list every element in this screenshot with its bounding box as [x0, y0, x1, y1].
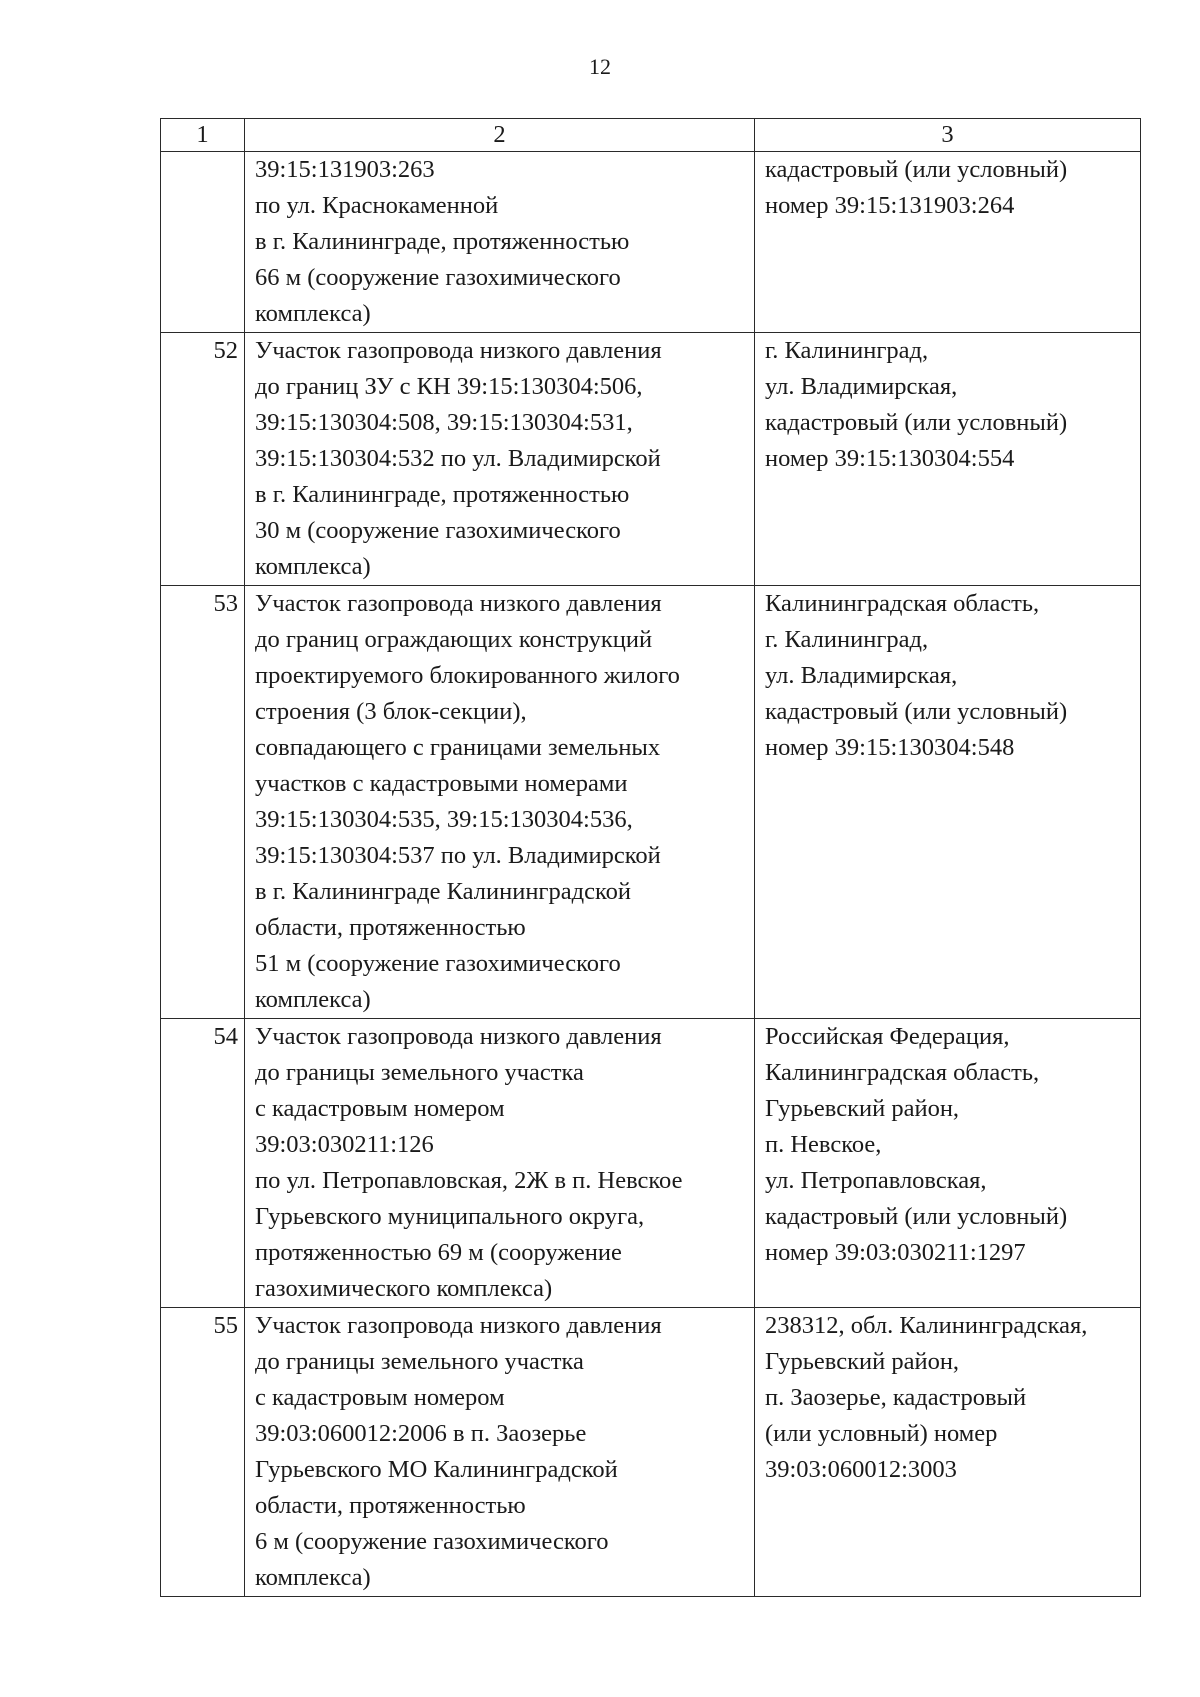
address-line: п. Заозерье, кадастровый [765, 1384, 1027, 1411]
object-description-line: комплекса) [255, 553, 371, 580]
address-line: Калининградская область, [765, 590, 1040, 617]
table-body [161, 152, 1141, 1597]
page-number: 12 [589, 54, 611, 79]
address-line: кадастровый (или условный) [765, 409, 1068, 436]
object-description-line: комплекса) [255, 1564, 371, 1591]
address-cell [755, 333, 1141, 586]
object-description-line: 39:03:030211:126 [255, 1131, 434, 1158]
object-description-line: Гурьевского МО Калининградской [255, 1456, 618, 1483]
table-row [161, 152, 1141, 333]
object-description-line: комплекса) [255, 300, 371, 327]
object-description-line: 39:15:130304:508, 39:15:130304:531, [255, 409, 633, 436]
address-line: Гурьевский район, [765, 1095, 960, 1122]
row-number: 52 [161, 333, 245, 586]
address-line: 39:03:060012:3003 [765, 1456, 957, 1483]
object-description-line: протяженностью 69 м (сооружение [255, 1239, 622, 1266]
address-line: 238312, обл. Калининградская, [765, 1312, 1088, 1339]
object-description-line: с кадастровым номером [255, 1384, 505, 1411]
object-description-line: Участок газопровода низкого давления [255, 1312, 662, 1339]
column-header-description: 2 [245, 119, 755, 152]
object-description-line: Участок газопровода низкого давления [255, 590, 662, 617]
address-line: номер 39:15:130304:548 [765, 734, 1015, 761]
address-line: ул. Петропавловская, [765, 1167, 987, 1194]
object-description-line: в г. Калининграде, протяженностью [255, 228, 630, 255]
column-header-address: 3 [755, 119, 1141, 152]
address-line: номер 39:15:130304:554 [765, 445, 1015, 472]
object-description-line: 39:15:130304:535, 39:15:130304:536, [255, 806, 633, 833]
object-description-line: проектируемого блокированного жилого [255, 662, 680, 689]
object-description-line: строения (3 блок-секции), [255, 698, 527, 725]
object-description-cell [245, 333, 755, 586]
table-row [161, 1308, 1141, 1597]
address-line: кадастровый (или условный) [765, 156, 1068, 183]
row-number: 55 [161, 1308, 245, 1597]
address-line: Гурьевский район, [765, 1348, 960, 1375]
address-cell [755, 1308, 1141, 1597]
address-cell [755, 1019, 1141, 1308]
address-line: Российская Федерация, [765, 1023, 1010, 1050]
object-description-line: 66 м (сооружение газохимического [255, 264, 621, 291]
object-description-line: комплекса) [255, 986, 371, 1013]
object-description-line: по ул. Петропавловская, 2Ж в п. Невское [255, 1167, 683, 1194]
registry-table [160, 118, 1141, 1597]
object-description-cell [245, 152, 755, 333]
address-line: номер 39:15:131903:264 [765, 192, 1015, 219]
address-line: (или условный) номер [765, 1420, 998, 1447]
object-description-line: 39:15:131903:263 [255, 156, 435, 183]
address-line: кадастровый (или условный) [765, 698, 1068, 725]
table-row [161, 1019, 1141, 1308]
table-row [161, 333, 1141, 586]
address-cell [755, 586, 1141, 1019]
address-line: г. Калининград, [765, 337, 929, 364]
object-description-line: Участок газопровода низкого давления [255, 337, 662, 364]
object-description-line: Участок газопровода низкого давления [255, 1023, 662, 1050]
address-line: п. Невское, [765, 1131, 882, 1158]
header-row [161, 119, 1141, 152]
object-description-line: в г. Калининграде, протяженностью [255, 481, 630, 508]
row-number: 53 [161, 586, 245, 1019]
address-line: ул. Владимирская, [765, 373, 958, 400]
object-description-line: до границ ЗУ с КН 39:15:130304:506, [255, 373, 643, 400]
object-description-line: области, протяженностью [255, 1492, 526, 1519]
object-description-line: области, протяженностью [255, 914, 526, 941]
object-description-cell [245, 1308, 755, 1597]
address-line: г. Калининград, [765, 626, 929, 653]
row-number [161, 152, 245, 333]
object-description-line: 39:03:060012:2006 в п. Заозерье [255, 1420, 587, 1447]
object-description-line: 51 м (сооружение газохимического [255, 950, 621, 977]
column-header-number: 1 [161, 119, 245, 152]
object-description-line: Гурьевского муниципального округа, [255, 1203, 645, 1230]
object-description-line: 39:15:130304:537 по ул. Владимирской [255, 842, 661, 869]
row-number: 54 [161, 1019, 245, 1308]
object-description-line: по ул. Краснокаменной [255, 192, 499, 219]
object-description-line: газохимического комплекса) [255, 1275, 553, 1302]
object-description-line: до границы земельного участка [255, 1059, 584, 1086]
object-description-cell [245, 586, 755, 1019]
object-description-line: в г. Калининграде Калининградской [255, 878, 631, 905]
object-description-line: до границы земельного участка [255, 1348, 584, 1375]
object-description-line: 6 м (сооружение газохимического [255, 1528, 609, 1555]
address-line: кадастровый (или условный) [765, 1203, 1068, 1230]
table-row [161, 586, 1141, 1019]
address-line: ул. Владимирская, [765, 662, 958, 689]
address-line: номер 39:03:030211:1297 [765, 1239, 1026, 1266]
object-description-line: совпадающего с границами земельных [255, 734, 661, 761]
object-description-line: 30 м (сооружение газохимического [255, 517, 621, 544]
object-description-line: участков с кадастровыми номерами [255, 770, 628, 797]
object-description-line: 39:15:130304:532 по ул. Владимирской [255, 445, 661, 472]
object-description-cell [245, 1019, 755, 1308]
address-line: Калининградская область, [765, 1059, 1040, 1086]
object-description-line: с кадастровым номером [255, 1095, 505, 1122]
address-cell [755, 152, 1141, 333]
object-description-line: до границ ограждающих конструкций [255, 626, 653, 653]
